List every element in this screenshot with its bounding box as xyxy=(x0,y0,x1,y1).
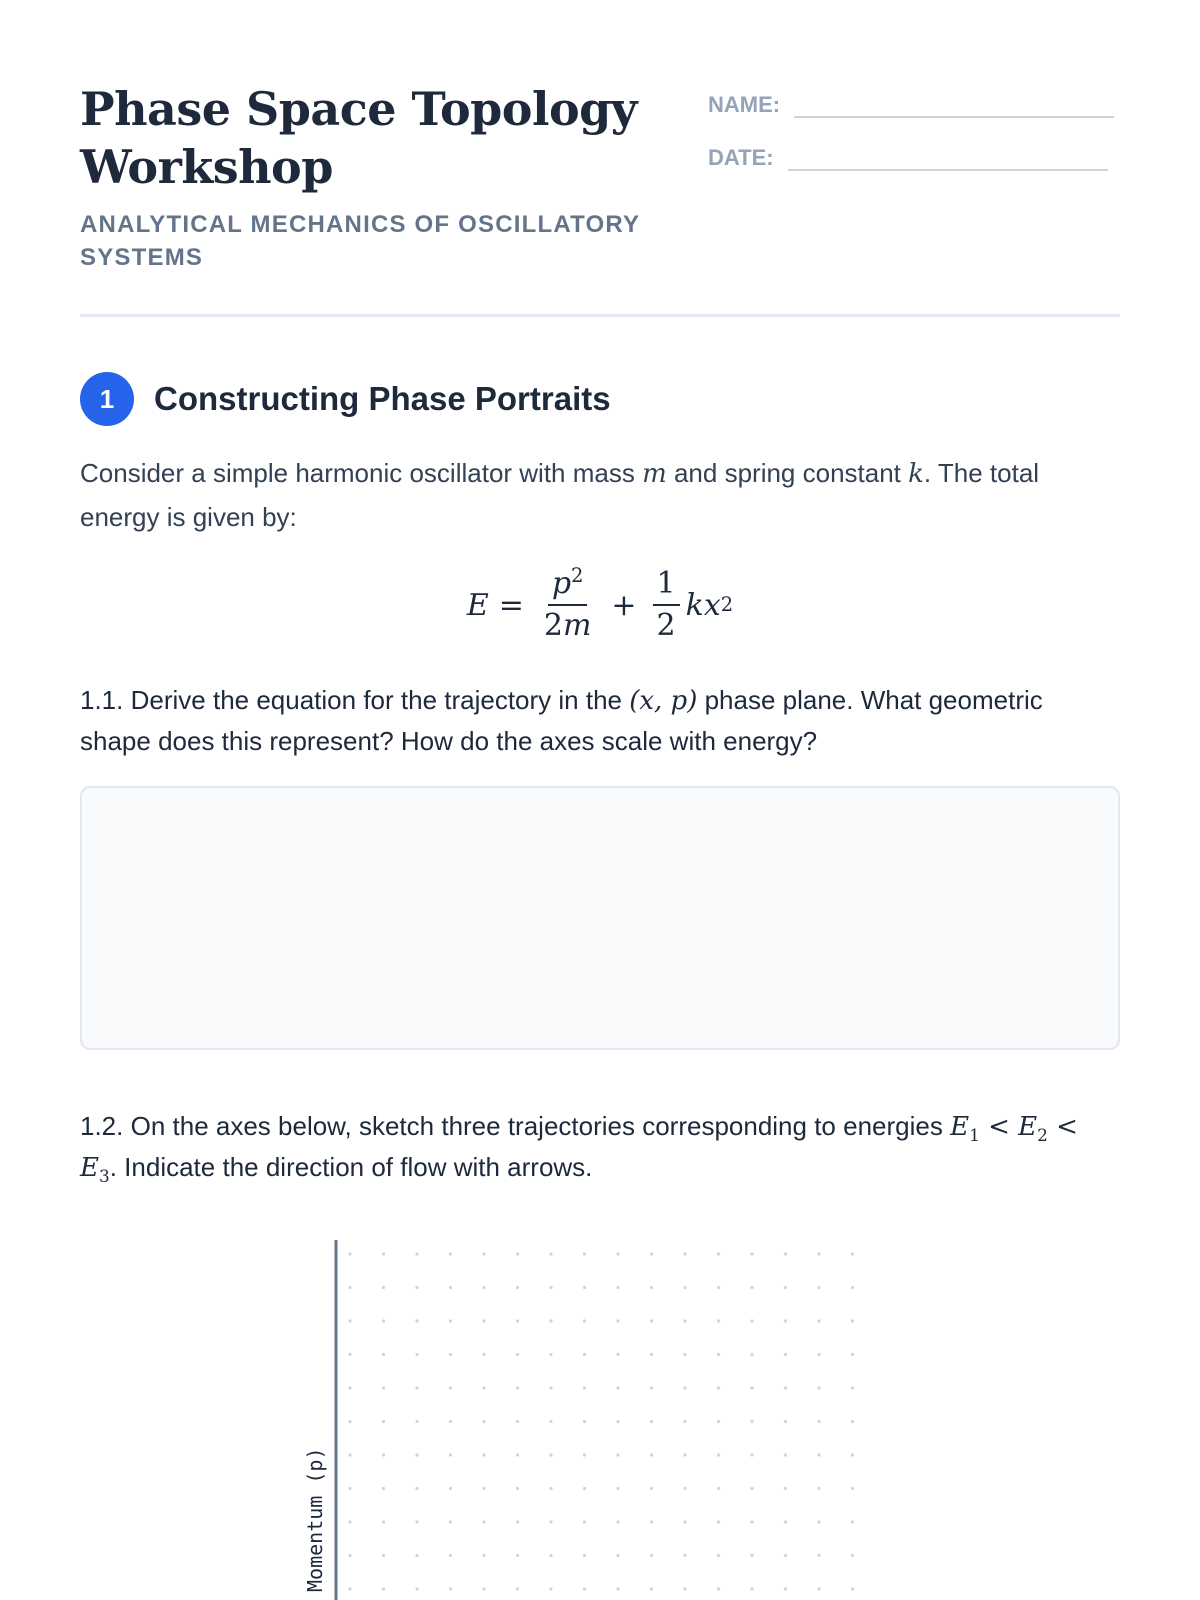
grid-dot xyxy=(516,1554,519,1557)
grid-dot xyxy=(482,1252,485,1255)
grid-dot xyxy=(415,1319,418,1322)
grid-dot xyxy=(683,1554,686,1557)
grid-dot xyxy=(650,1420,653,1423)
grid-dot xyxy=(750,1520,753,1523)
grid-dot xyxy=(817,1487,820,1490)
grid-dot xyxy=(382,1386,385,1389)
phase-plane-coordinates: (x, p) xyxy=(629,686,698,716)
grid-dot xyxy=(851,1353,854,1356)
grid-dot xyxy=(784,1386,787,1389)
grid-dot xyxy=(449,1319,452,1322)
grid-dot xyxy=(784,1587,787,1590)
grid-dot xyxy=(616,1353,619,1356)
grid-dot xyxy=(750,1554,753,1557)
grid-dot xyxy=(549,1487,552,1490)
grid-dot xyxy=(750,1252,753,1255)
grid-dot xyxy=(382,1453,385,1456)
grid-dot xyxy=(348,1420,351,1423)
grid-dot xyxy=(717,1353,720,1356)
grid-dot xyxy=(516,1252,519,1255)
grid-dot xyxy=(851,1420,854,1423)
mass-symbol: m xyxy=(642,459,667,489)
grid-dot xyxy=(583,1286,586,1289)
grid-dot xyxy=(415,1420,418,1423)
grid-dot xyxy=(415,1252,418,1255)
grid-dot xyxy=(382,1587,385,1590)
grid-dot xyxy=(348,1286,351,1289)
grid-dot xyxy=(583,1353,586,1356)
grid-dot xyxy=(482,1487,485,1490)
grid-dot xyxy=(382,1487,385,1490)
grid-dot xyxy=(784,1520,787,1523)
date-label: DATE: xyxy=(708,145,774,170)
grid-dot xyxy=(348,1353,351,1356)
grid-dot xyxy=(348,1487,351,1490)
grid-dot xyxy=(851,1252,854,1255)
energy-inequality: $E_1 < E_2 < E_3$ xyxy=(80,1112,1078,1187)
grid-dot xyxy=(717,1487,720,1490)
grid-dot xyxy=(549,1319,552,1322)
grid-dot xyxy=(683,1520,686,1523)
grid-dot xyxy=(449,1520,452,1523)
grid-dot xyxy=(583,1386,586,1389)
grid-dot xyxy=(415,1286,418,1289)
grid-dot xyxy=(415,1453,418,1456)
grid-dot xyxy=(348,1319,351,1322)
grid-dot xyxy=(817,1319,820,1322)
grid-dot xyxy=(784,1353,787,1356)
grid-dot xyxy=(482,1420,485,1423)
grid-dot xyxy=(717,1587,720,1590)
grid-dot xyxy=(717,1252,720,1255)
grid-dot xyxy=(817,1252,820,1255)
grid-dot xyxy=(616,1252,619,1255)
grid-dot xyxy=(750,1386,753,1389)
grid-dot xyxy=(817,1386,820,1389)
grid-dot xyxy=(482,1353,485,1356)
grid-dot xyxy=(583,1252,586,1255)
grid-dot xyxy=(516,1520,519,1523)
intro-paragraph: Consider a simple harmonic oscillator with mass m and spring constant k. The total energy is given by: xyxy=(80,458,1040,532)
grid-dot xyxy=(415,1353,418,1356)
name-field[interactable] xyxy=(708,86,1114,118)
grid-dot xyxy=(415,1520,418,1523)
grid-dot xyxy=(348,1252,351,1255)
grid-dot xyxy=(650,1286,653,1289)
grid-dot xyxy=(583,1587,586,1590)
grid-dot xyxy=(449,1353,452,1356)
grid-dot xyxy=(449,1487,452,1490)
grid-dot xyxy=(817,1286,820,1289)
momentum-axis-label: Momentum (p) xyxy=(303,1447,327,1592)
grid-dot xyxy=(784,1286,787,1289)
grid-dot xyxy=(650,1386,653,1389)
grid-dot xyxy=(516,1353,519,1356)
grid-dot xyxy=(583,1487,586,1490)
name-line[interactable] xyxy=(794,90,1114,118)
grid-dot xyxy=(851,1520,854,1523)
grid-dot xyxy=(382,1252,385,1255)
grid-dot xyxy=(717,1520,720,1523)
grid-dot xyxy=(583,1554,586,1557)
grid-dot xyxy=(516,1319,519,1322)
grid-dot xyxy=(717,1319,720,1322)
grid-dot xyxy=(482,1587,485,1590)
grid-dot xyxy=(750,1420,753,1423)
grid-dot xyxy=(750,1319,753,1322)
grid-dot xyxy=(817,1353,820,1356)
grid-dot xyxy=(549,1453,552,1456)
question-1-2: 1.2. On the axes below, sketch three trajectories corresponding to energies $E_1 < E_2 < E_3$. Indicate the direction of flow with arrows. xyxy=(80,1111,1078,1187)
grid-dot xyxy=(616,1386,619,1389)
grid-dot xyxy=(851,1286,854,1289)
grid-dot xyxy=(784,1252,787,1255)
grid-dot xyxy=(717,1286,720,1289)
worksheet-title: Phase Space Topology Workshop xyxy=(80,82,638,194)
grid-dot xyxy=(482,1520,485,1523)
grid-dot xyxy=(549,1252,552,1255)
grid-dot xyxy=(348,1520,351,1523)
grid-dot xyxy=(482,1453,485,1456)
dot-grid xyxy=(348,1252,854,1590)
grid-dot xyxy=(482,1386,485,1389)
grid-dot xyxy=(851,1487,854,1490)
grid-dot xyxy=(817,1587,820,1590)
grid-dot xyxy=(683,1420,686,1423)
grid-dot xyxy=(382,1286,385,1289)
grid-dot xyxy=(616,1487,619,1490)
grid-dot xyxy=(717,1453,720,1456)
grid-dot xyxy=(683,1587,686,1590)
grid-dot xyxy=(516,1386,519,1389)
grid-dot xyxy=(650,1587,653,1590)
grid-dot xyxy=(650,1353,653,1356)
grid-dot xyxy=(784,1487,787,1490)
grid-dot xyxy=(616,1420,619,1423)
grid-dot xyxy=(382,1554,385,1557)
grid-dot xyxy=(549,1520,552,1523)
grid-dot xyxy=(348,1554,351,1557)
grid-dot xyxy=(650,1252,653,1255)
grid-dot xyxy=(348,1587,351,1590)
answer-box-1-1[interactable] xyxy=(80,786,1120,1050)
grid-dot xyxy=(415,1487,418,1490)
grid-dot xyxy=(382,1319,385,1322)
grid-dot xyxy=(482,1554,485,1557)
grid-dot xyxy=(750,1487,753,1490)
grid-dot xyxy=(683,1386,686,1389)
grid-dot xyxy=(382,1520,385,1523)
grid-dot xyxy=(616,1319,619,1322)
section-title: Constructing Phase Portraits xyxy=(154,380,611,417)
grid-dot xyxy=(449,1453,452,1456)
grid-dot xyxy=(348,1386,351,1389)
grid-dot xyxy=(683,1487,686,1490)
spring-constant-symbol: k xyxy=(908,459,924,489)
grid-dot xyxy=(650,1554,653,1557)
grid-dot xyxy=(449,1554,452,1557)
momentum-fraction: $\frac{p^2}{2m}$ xyxy=(543,564,592,643)
grid-dot xyxy=(415,1554,418,1557)
grid-dot xyxy=(851,1554,854,1557)
grid-dot xyxy=(583,1520,586,1523)
grid-dot xyxy=(851,1453,854,1456)
grid-dot xyxy=(650,1487,653,1490)
worksheet-subtitle: ANALYTICAL MECHANICS OF OSCILLATORY SYSTEMS xyxy=(80,211,640,271)
grid-dot xyxy=(449,1252,452,1255)
grid-dot xyxy=(616,1554,619,1557)
grid-dot xyxy=(549,1286,552,1289)
grid-dot xyxy=(415,1386,418,1389)
grid-dot xyxy=(415,1587,418,1590)
grid-dot xyxy=(650,1520,653,1523)
grid-dot xyxy=(516,1453,519,1456)
grid-dot xyxy=(516,1286,519,1289)
grid-dot xyxy=(449,1286,452,1289)
date-field[interactable] xyxy=(708,139,1108,171)
grid-dot xyxy=(784,1319,787,1322)
header-divider xyxy=(80,314,1120,317)
grid-dot xyxy=(683,1353,686,1356)
name-label: NAME: xyxy=(708,92,781,117)
grid-dot xyxy=(449,1587,452,1590)
section-number-badge: 1 xyxy=(80,372,134,426)
grid-dot xyxy=(382,1420,385,1423)
grid-dot xyxy=(650,1319,653,1322)
grid-dot xyxy=(516,1487,519,1490)
half-fraction: $\frac{1}{2}$ xyxy=(653,566,680,644)
grid-dot xyxy=(583,1453,586,1456)
grid-dot xyxy=(616,1587,619,1590)
grid-dot xyxy=(616,1286,619,1289)
grid-dot xyxy=(549,1420,552,1423)
grid-dot xyxy=(516,1587,519,1590)
grid-dot xyxy=(851,1587,854,1590)
grid-dot xyxy=(817,1520,820,1523)
grid-dot xyxy=(683,1319,686,1322)
grid-dot xyxy=(549,1386,552,1389)
grid-dot xyxy=(717,1420,720,1423)
grid-dot xyxy=(516,1420,519,1423)
grid-dot xyxy=(683,1252,686,1255)
question-1-1: 1.1. Derive the equation for the trajectory in the (x, p) phase plane. What geometric shape does this represent? How do the axes scale with energy? xyxy=(80,685,1043,756)
grid-dot xyxy=(851,1319,854,1322)
grid-dot xyxy=(817,1420,820,1423)
grid-dot xyxy=(717,1554,720,1557)
grid-dot xyxy=(449,1420,452,1423)
phase-plot-axes[interactable] xyxy=(300,1236,880,1600)
grid-dot xyxy=(616,1520,619,1523)
grid-dot xyxy=(750,1286,753,1289)
grid-dot xyxy=(784,1420,787,1423)
grid-dot xyxy=(750,1353,753,1356)
grid-dot xyxy=(750,1587,753,1590)
grid-dot xyxy=(683,1453,686,1456)
grid-dot xyxy=(549,1587,552,1590)
grid-dot xyxy=(549,1353,552,1356)
grid-dot xyxy=(750,1453,753,1456)
grid-dot xyxy=(717,1386,720,1389)
grid-dot xyxy=(817,1453,820,1456)
energy-equation: E = $\frac{p^2}{2m}$ + $\frac{1}{2}$ kx 2 xyxy=(466,564,734,643)
grid-dot xyxy=(583,1420,586,1423)
grid-dot xyxy=(549,1554,552,1557)
grid-dot xyxy=(784,1453,787,1456)
grid-dot xyxy=(348,1453,351,1456)
grid-dot xyxy=(851,1386,854,1389)
grid-dot xyxy=(449,1386,452,1389)
grid-dot xyxy=(683,1286,686,1289)
grid-dot xyxy=(482,1286,485,1289)
grid-dot xyxy=(583,1319,586,1322)
grid-dot xyxy=(817,1554,820,1557)
grid-dot xyxy=(482,1319,485,1322)
grid-dot xyxy=(784,1554,787,1557)
date-line[interactable] xyxy=(788,143,1108,171)
grid-dot xyxy=(382,1353,385,1356)
grid-dot xyxy=(616,1453,619,1456)
grid-dot xyxy=(650,1453,653,1456)
